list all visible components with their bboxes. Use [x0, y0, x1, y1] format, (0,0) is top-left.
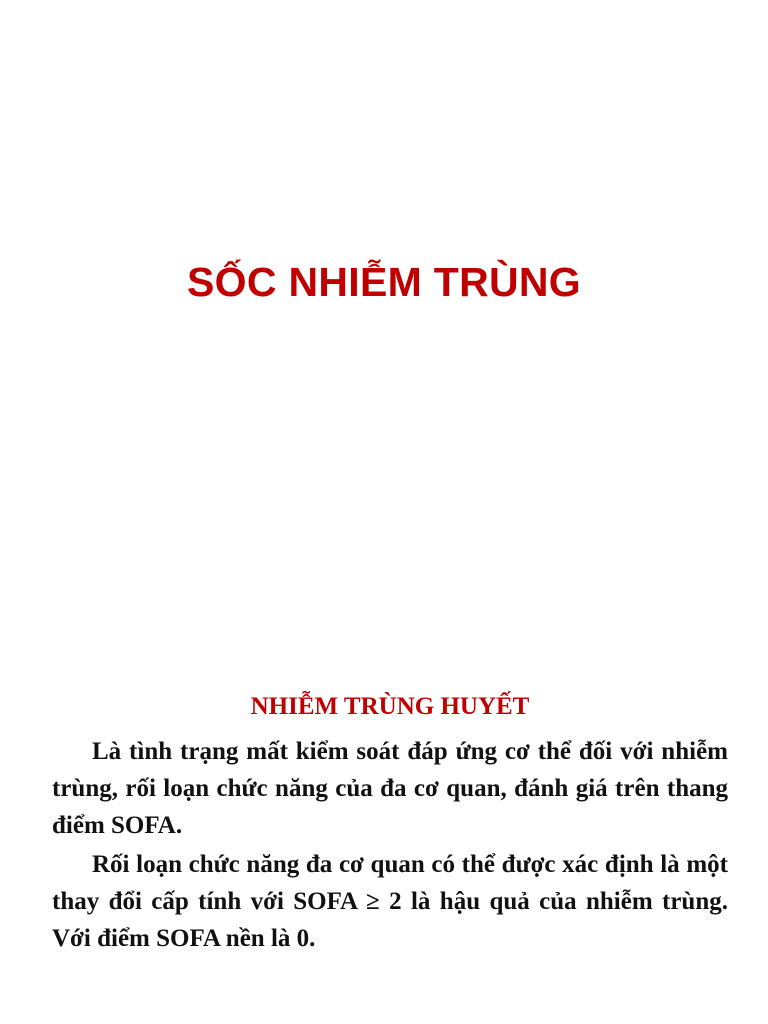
section-heading: NHIỄM TRÙNG HUYẾT	[250, 693, 530, 720]
paragraph-definition: Là tình trạng mất kiểm soát đáp ứng cơ thể đối với nhiễm trùng, rối loạn chức năng của đa cơ quan, đánh giá trên thang điểm SOFA.	[52, 738, 728, 839]
page-title: SỐC NHIỄM TRÙNG	[187, 259, 581, 305]
paragraph-sofa-criteria: Rối loạn chức năng đa cơ quan có thể được xác định là một thay đổi cấp tính với SOFA ≥ 2 là hậu quả của nhiễm trùng. Với điểm SOFA nền là 0.	[52, 851, 728, 952]
